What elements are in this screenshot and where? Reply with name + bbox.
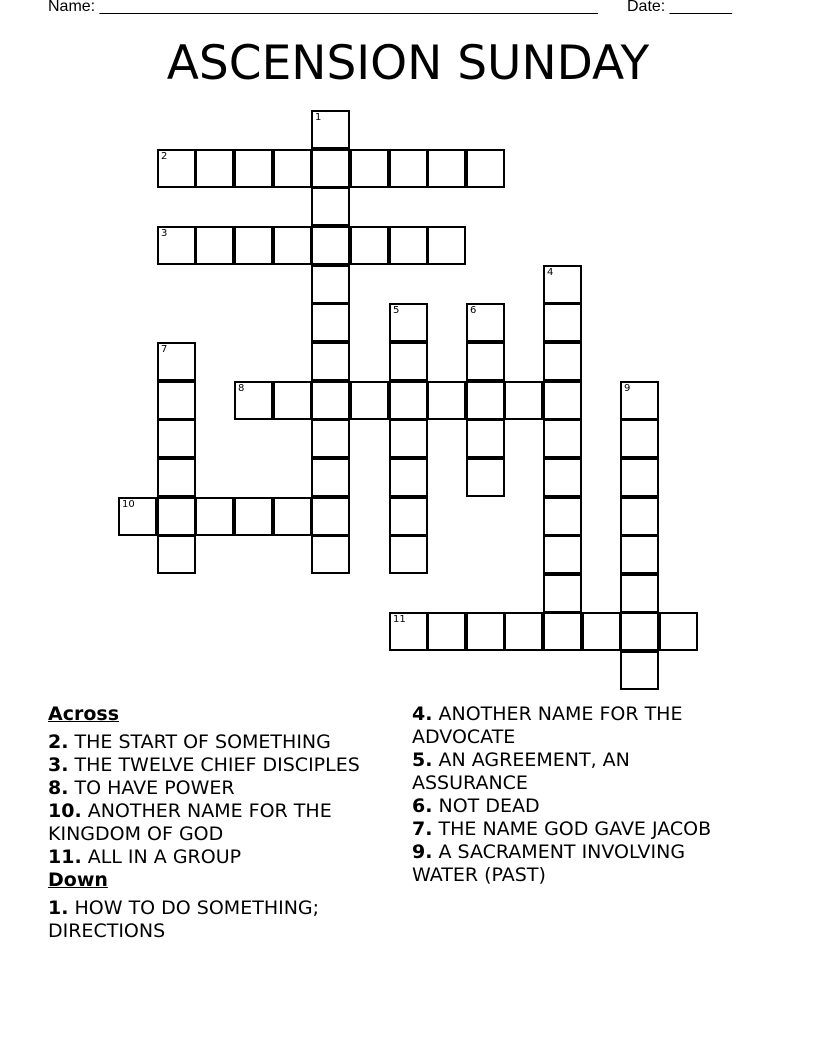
clue-down-1: 1. HOW TO DO SOMETHING; DIRECTIONS: [48, 897, 320, 942]
grid-cell[interactable]: [157, 458, 196, 497]
clue-number: 9: [624, 383, 631, 394]
clue-number: 1: [315, 112, 322, 123]
grid-cell[interactable]: [273, 149, 312, 188]
grid-cell[interactable]: [157, 226, 196, 265]
grid-cell[interactable]: [466, 458, 505, 497]
clue-across-3: 3. THE TWELVE CHIEF DISCIPLES: [48, 754, 360, 776]
grid-cell[interactable]: [311, 187, 350, 226]
grid-cell[interactable]: [543, 535, 582, 574]
across-heading: Across: [48, 703, 120, 725]
clue-number: 2: [161, 151, 168, 162]
grid-cell[interactable]: [311, 381, 350, 420]
name-line[interactable]: ________________________________________________________: [99, 0, 598, 15]
grid-cell[interactable]: [389, 535, 428, 574]
grid-cell[interactable]: [582, 612, 621, 651]
grid-cell[interactable]: [427, 149, 466, 188]
clue-down-4: 4. ANOTHER NAME FOR THE ADVOCATE: [412, 703, 683, 748]
grid-cell[interactable]: [427, 381, 466, 420]
grid-cell[interactable]: [311, 303, 350, 342]
clue-across-10: 10. ANOTHER NAME FOR THE KINGDOM OF GOD: [48, 800, 332, 845]
grid-cell[interactable]: [466, 303, 505, 342]
grid-cell[interactable]: [466, 381, 505, 420]
grid-cell[interactable]: [157, 419, 196, 458]
down-list-left: [48, 897, 393, 943]
clue-number: 4: [547, 267, 554, 278]
clue-across-11: 11. ALL IN A GROUP: [48, 846, 242, 868]
grid-cell[interactable]: [234, 226, 273, 265]
grid-cell[interactable]: [620, 574, 659, 613]
grid-cell[interactable]: [118, 497, 157, 536]
grid-cell[interactable]: [273, 497, 312, 536]
grid-cell[interactable]: [157, 149, 196, 188]
grid-cell[interactable]: [543, 574, 582, 613]
grid-cell[interactable]: [620, 612, 659, 651]
grid-cell[interactable]: [195, 497, 234, 536]
grid-cell[interactable]: [350, 226, 389, 265]
grid-cell[interactable]: [311, 149, 350, 188]
grid-cell[interactable]: [543, 458, 582, 497]
grid-cell[interactable]: [389, 149, 428, 188]
grid-cell[interactable]: [157, 535, 196, 574]
date-line[interactable]: _______: [669, 0, 732, 15]
grid-cell[interactable]: [543, 342, 582, 381]
grid-cell[interactable]: [427, 612, 466, 651]
clue-down-9: 9. A SACRAMENT INVOLVING WATER (PAST): [412, 841, 686, 886]
grid-cell[interactable]: [234, 381, 273, 420]
grid-cell[interactable]: [466, 342, 505, 381]
grid-cell[interactable]: [620, 497, 659, 536]
grid-cell[interactable]: [466, 419, 505, 458]
name-label: Name:: [48, 0, 96, 15]
grid-cell[interactable]: [311, 535, 350, 574]
clue-number: 3: [161, 228, 168, 239]
grid-cell[interactable]: [543, 419, 582, 458]
grid-cell[interactable]: [504, 381, 543, 420]
clue-down-7: 7. THE NAME GOD GAVE JACOB: [412, 818, 712, 840]
grid-cell[interactable]: [389, 226, 428, 265]
date-label: Date:: [627, 0, 666, 15]
grid-cell[interactable]: [157, 381, 196, 420]
page-title: ASCENSION SUNDAY: [166, 36, 650, 91]
date-field[interactable]: [627, 0, 732, 16]
grid-cell[interactable]: [466, 612, 505, 651]
grid-cell[interactable]: [350, 381, 389, 420]
clues-left-column: [48, 703, 393, 943]
grid-cell[interactable]: [157, 342, 196, 381]
grid-cell[interactable]: [620, 458, 659, 497]
grid-cell[interactable]: [311, 497, 350, 536]
grid-cell[interactable]: [157, 497, 196, 536]
grid-cell[interactable]: [620, 535, 659, 574]
name-field[interactable]: [48, 0, 598, 16]
grid-cell[interactable]: [234, 497, 273, 536]
clue-across-2: 2. THE START OF SOMETHING: [48, 731, 331, 753]
clue-across-8: 8. TO HAVE POWER: [48, 777, 235, 799]
grid-cell[interactable]: [311, 226, 350, 265]
grid-cell[interactable]: [389, 342, 428, 381]
grid-cell[interactable]: [311, 419, 350, 458]
grid-cell[interactable]: [389, 419, 428, 458]
grid-cell[interactable]: [195, 226, 234, 265]
grid-cell[interactable]: [195, 149, 234, 188]
down-heading: Down: [48, 869, 108, 891]
grid-cell[interactable]: [350, 149, 389, 188]
clue-number: 8: [238, 383, 245, 394]
clue-number: 6: [470, 305, 477, 316]
grid-cell[interactable]: [234, 149, 273, 188]
clue-number: 10: [122, 499, 135, 510]
clue-number: 7: [161, 344, 168, 355]
grid-cell[interactable]: [543, 381, 582, 420]
grid-cell[interactable]: [311, 265, 350, 304]
grid-cell[interactable]: [273, 226, 312, 265]
grid-cell[interactable]: [389, 381, 428, 420]
across-list: [48, 731, 393, 869]
grid-cell[interactable]: [659, 612, 698, 651]
grid-cell[interactable]: [543, 612, 582, 651]
clue-down-5: 5. AN AGREEMENT, AN ASSURANCE: [412, 749, 630, 794]
clues-right-column: [412, 703, 752, 887]
grid-cell[interactable]: [311, 458, 350, 497]
clue-number: 11: [393, 614, 406, 625]
clue-number: 5: [393, 305, 400, 316]
grid-cell[interactable]: [311, 342, 350, 381]
grid-cell[interactable]: [427, 226, 466, 265]
grid-cell[interactable]: [543, 303, 582, 342]
grid-cell[interactable]: [620, 651, 659, 690]
grid-cell[interactable]: [273, 381, 312, 420]
grid-cell[interactable]: [389, 303, 428, 342]
grid-cell[interactable]: [620, 381, 659, 420]
grid-cell[interactable]: [311, 110, 350, 149]
grid-cell[interactable]: [389, 497, 428, 536]
grid-cell[interactable]: [543, 265, 582, 304]
grid-cell[interactable]: [466, 149, 505, 188]
grid-cell[interactable]: [389, 612, 428, 651]
clue-down-6: 6. NOT DEAD: [412, 795, 540, 817]
grid-cell[interactable]: [543, 497, 582, 536]
grid-cell[interactable]: [389, 458, 428, 497]
grid-cell[interactable]: [504, 612, 543, 651]
grid-cell[interactable]: [620, 419, 659, 458]
